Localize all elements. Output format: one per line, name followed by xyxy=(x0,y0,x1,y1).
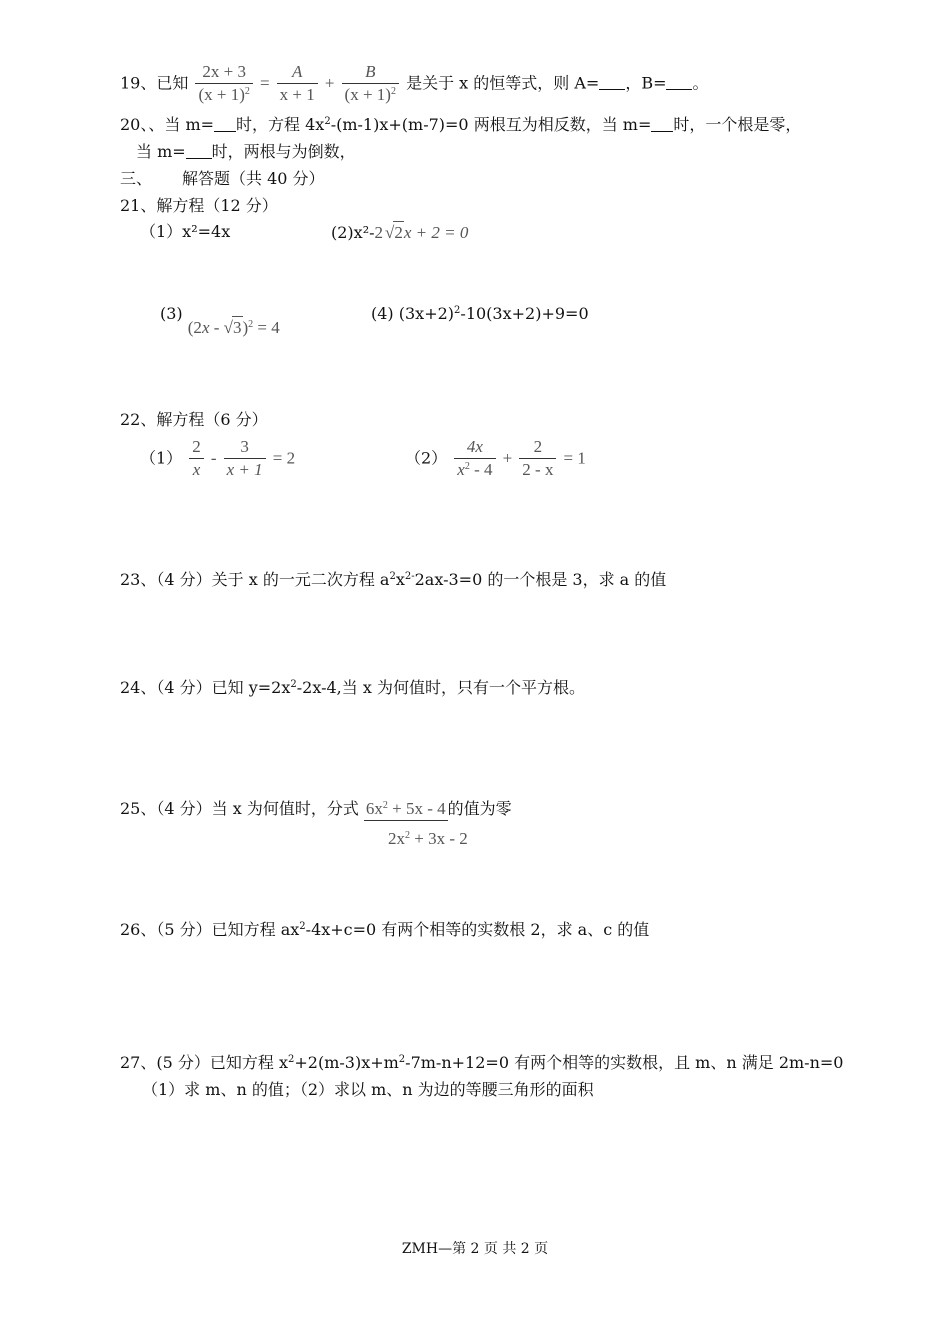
q21-p3-label: (3) xyxy=(160,304,183,323)
q27-sq1: 2 xyxy=(287,1054,295,1065)
q22-p1-f1-den: x xyxy=(192,460,201,479)
q24-b: -2x-4,当 x 为何值时，只有一个平方根。 xyxy=(296,678,585,697)
q19-lhs-sq: 2 xyxy=(244,86,250,97)
q22-p2-frac-1 xyxy=(454,437,495,480)
q21-part-3: (3) (2x - √3)$^2$ = 4 xyxy=(160,304,280,337)
section-3-heading xyxy=(120,168,325,190)
q20-text-d: 时，一个根是零， xyxy=(673,115,802,134)
q23-c: 2ax-3=0 的一个根是 3，求 a 的值 xyxy=(414,570,667,589)
q22-p1-f1-num: 2 xyxy=(189,437,204,459)
q19-blank-b[interactable] xyxy=(666,75,692,90)
q22-part-1 xyxy=(140,437,295,480)
q27-c: -7m-n+12=0 有两个相等的实数根，且 m、n 满足 2m-n=0 xyxy=(405,1053,844,1072)
q25-num-b: + 5x - 4 xyxy=(387,799,446,818)
q19-prefix: 19、已知 xyxy=(120,73,189,93)
q19-lhs-num: 2x + 3 xyxy=(195,62,252,84)
q22-p2-rhs: = 1 xyxy=(563,448,586,468)
q22-p1-rhs: = 2 xyxy=(272,448,296,468)
q22-part-2 xyxy=(405,437,586,480)
q20-text-f: 时，两根与为倒数， xyxy=(211,142,356,161)
q22-p1-label: （1） xyxy=(140,448,183,468)
q22-p1-minus: - xyxy=(210,448,217,468)
q22-p1-frac-1 xyxy=(189,437,204,480)
q23-sq2: 2- xyxy=(404,571,415,582)
q24-a: 24、（4 分）已知 y=2x xyxy=(120,678,291,697)
q22-p2-frac-2 xyxy=(519,437,556,480)
q22-p2-label: （2） xyxy=(405,448,448,468)
q19-b-sq: 2 xyxy=(390,86,396,97)
q19-suffix-2: ，B= xyxy=(625,73,667,93)
section-3-number: 三、 xyxy=(120,169,153,188)
q21-part-1: （1）x²=4x xyxy=(140,222,231,241)
page-footer: ZMH—第 2 页 共 2 页 xyxy=(401,1241,549,1257)
q27-a: 27、(5 分）已知方程 x xyxy=(120,1053,288,1072)
q26-a: 26、（5 分）已知方程 ax xyxy=(120,920,300,939)
question-27-line-2: （1）求 m、n 的值；（2）求以 m、n 为边的等腰三角形的面积 xyxy=(142,1080,594,1099)
q21-p3-x: x xyxy=(201,318,210,337)
q19-plus: + xyxy=(324,73,335,93)
q20-blank-2[interactable] xyxy=(651,117,673,132)
q21-p2-rest: x + 2 = 0 xyxy=(403,223,469,242)
q26-b: -4x+c=0 有两个相等的实数根 2，求 a、c 的值 xyxy=(305,920,650,939)
q25-den-sq: 2 xyxy=(405,830,410,841)
q21-p4-a: (4) (3x+2) xyxy=(371,304,455,323)
question-24 xyxy=(120,677,585,699)
q20-blank-3[interactable] xyxy=(186,144,212,159)
q22-p2-f2-num: 2 xyxy=(519,437,556,459)
q21-p2-label: (2)x²- xyxy=(331,223,375,242)
q22-p1-f2-num: 3 xyxy=(224,437,266,459)
question-26 xyxy=(120,919,649,941)
q23-sq1: 2 xyxy=(389,571,396,582)
q20-text-e: 当 m= xyxy=(136,142,186,161)
q25-denominator xyxy=(388,828,468,850)
q21-title: 21、解方程（12 分） xyxy=(120,196,278,215)
q24-sq: 2 xyxy=(290,679,297,690)
q19-b-num: B xyxy=(342,62,399,84)
q22-p2-f1-num: 4x xyxy=(454,437,495,459)
q22-p2-plus: + xyxy=(502,448,513,468)
q19-lhs-fraction xyxy=(195,62,252,105)
q21-part-2: (2)x²-2 √2x + 2 = 0 xyxy=(331,223,469,242)
q20-text-b: 时，方程 4x xyxy=(236,115,325,134)
q22-p1-f2-den: x + 1 xyxy=(226,460,263,479)
q22-p1-frac-2 xyxy=(224,437,266,480)
q25-a: 25、（4 分）当 x 为何值时，分式 xyxy=(120,799,359,818)
q19-a-num: A xyxy=(277,62,318,84)
q22-title: 22、解方程（6 分） xyxy=(120,410,268,429)
q19-b-fraction xyxy=(342,62,399,105)
q25-b: 的值为零 xyxy=(447,799,512,818)
q20-text-c: -(m-1)x+(m-7)=0 两根互为相反数，当 m= xyxy=(330,115,652,134)
q21-p3-close: ) xyxy=(242,318,249,337)
q23-b: x xyxy=(395,570,405,589)
q19-blank-a[interactable] xyxy=(599,75,625,90)
q21-p3-sq: 2 xyxy=(248,319,254,330)
q21-p3-open: (2 xyxy=(187,318,202,337)
q19-suffix-1: 是关于 x 的恒等式，则 A= xyxy=(406,73,600,93)
q21-p3-minus: - xyxy=(209,318,224,337)
q25-num-sq: 2 xyxy=(382,800,388,811)
q26-sq: 2 xyxy=(299,921,306,932)
q25-den-a: 2x xyxy=(388,829,405,848)
q27-b: +2(m-3)x+m xyxy=(294,1053,399,1072)
q20-text-a: 20、、当 m= xyxy=(120,115,215,134)
question-19 xyxy=(120,62,709,105)
q22-p2-f1-den-x: x xyxy=(457,460,465,479)
q20-blank-1[interactable] xyxy=(214,117,236,132)
q21-p4-sq: 2 xyxy=(454,305,461,316)
q23-a: 23、（4 分）关于 x 的一元二次方程 a xyxy=(120,570,390,589)
q19-a-den: x + 1 xyxy=(279,85,315,104)
q25-den-b: + 3x - 2 xyxy=(410,829,468,848)
q19-b-den: (x + 1) xyxy=(344,85,391,104)
q19-lhs-den: (x + 1) xyxy=(198,85,245,104)
q21-p4-b: -10(3x+2)+9=0 xyxy=(460,304,589,323)
q19-a-fraction xyxy=(277,62,318,105)
question-20-line-2 xyxy=(136,141,356,163)
q21-p3-rhs: = 4 xyxy=(253,318,280,337)
question-27-line-1 xyxy=(120,1052,843,1074)
q21-p2-coef: 2 xyxy=(374,223,384,242)
q21-p2-root: 2 xyxy=(394,223,403,242)
question-20-line-1 xyxy=(120,114,801,136)
q19-equals: = xyxy=(259,73,270,93)
q25-numerator xyxy=(364,798,448,821)
q19-suffix-3: 。 xyxy=(692,73,709,93)
q21-p3-root: 3 xyxy=(233,318,242,337)
question-23 xyxy=(120,569,666,591)
q20-sq: 2 xyxy=(324,116,331,127)
q27-sq2: 2 xyxy=(398,1054,406,1065)
q22-p2-f2-den: 2 - x xyxy=(522,460,554,479)
q21-part-4 xyxy=(371,303,589,325)
question-25 xyxy=(120,798,512,821)
q22-p2-f1-den-rest: - 4 xyxy=(469,460,493,479)
section-3-title: 解答题（共 40 分） xyxy=(182,169,325,188)
q25-num-a: 6x xyxy=(365,799,383,818)
q22-p2-f1-sq: 2 xyxy=(464,461,470,472)
